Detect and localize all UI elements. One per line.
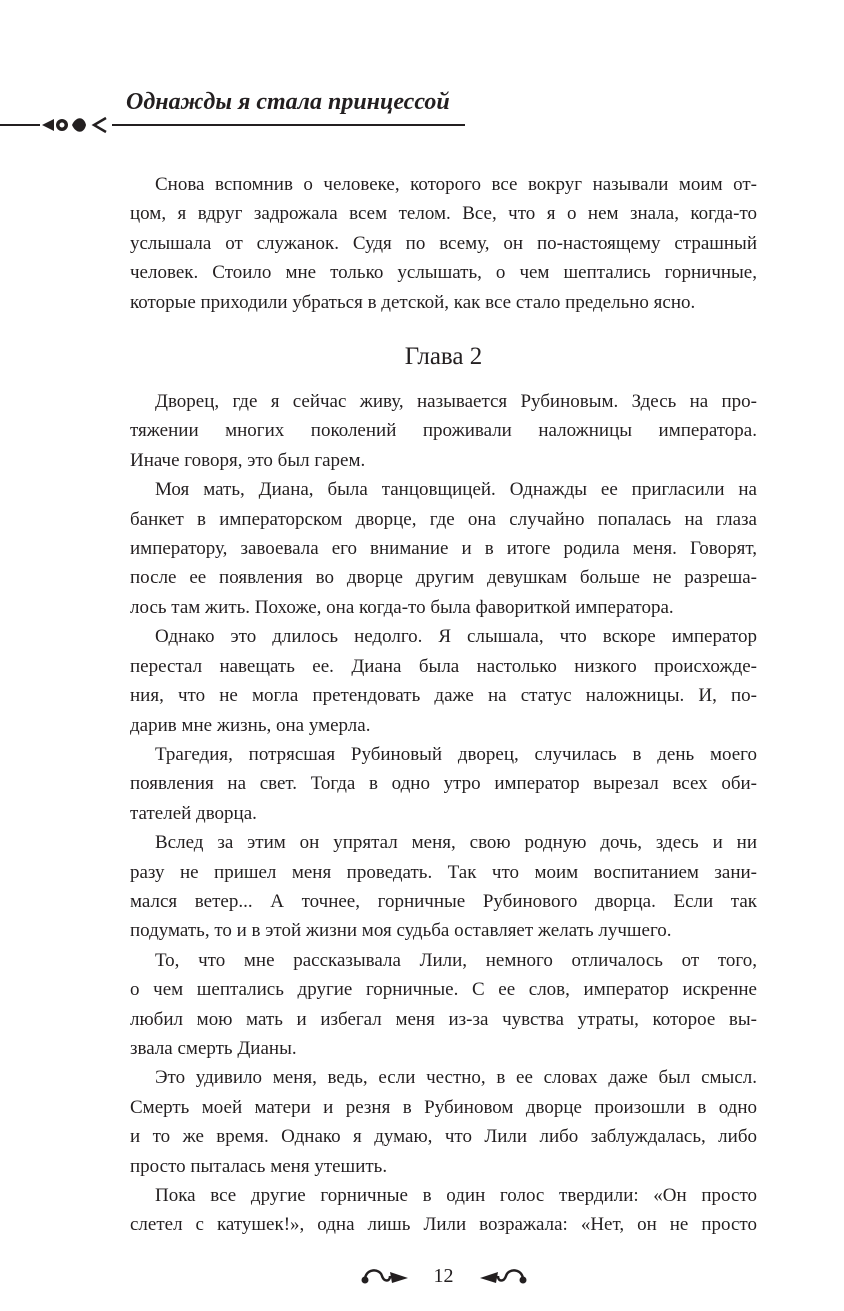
text-line: дарив мне жизнь, она умерла. — [130, 714, 371, 736]
running-header — [0, 78, 470, 138]
paragraph — [130, 170, 757, 317]
text-line: разу не пришел меня проведать. Так что моим воспитанием зани- — [130, 861, 757, 883]
text-line: тателей дворца. — [130, 802, 257, 824]
paragraph — [130, 1181, 757, 1240]
paragraph — [130, 387, 757, 475]
text-line: Пока все другие горничные в один голос твердили: «Он просто — [155, 1185, 757, 1206]
text-line: Вслед за этим он упрятал меня, свою родную дочь, здесь и ни — [155, 832, 757, 854]
text-line: услышала от служанок. Судя по всему, он по-настоящему страшный — [130, 232, 757, 254]
text-line: цом, я вдруг задрожала всем телом. Все, что я о нем знала, когда-то — [130, 203, 757, 225]
text-line: подумать, то и в этой жизни моя судьба оставляет желать лучшего. — [130, 920, 672, 942]
text-line: которые приходили убраться в детской, как все стало предельно ясно. — [130, 291, 696, 313]
text-line: мался ветер... А точнее, горничные Рубинового дворца. Если так — [130, 890, 757, 912]
text-line: ния, что не могла претендовать даже на статус наложницы. И, по- — [130, 685, 757, 707]
text-line: Иначе говоря, это был гарем. — [130, 449, 366, 471]
page-footer — [130, 1262, 757, 1290]
running-title: Однажды я стала принцессой — [120, 86, 456, 118]
text-line: о чем шептались другие горничные. С ее слов, император искренне — [130, 979, 757, 1001]
ornament-icon — [40, 114, 112, 136]
text-line: человек. Стоило мне только услышать, о чем шептались горничные, — [130, 262, 757, 284]
paragraph — [130, 946, 757, 1064]
page-number: 12 — [433, 1264, 454, 1287]
text-line: Смерть моей матери и резня в Рубиновом дворце произошли в одно — [130, 1096, 757, 1118]
text-line: Однако это длилось недолго. Я слышала, что вскоре император — [155, 626, 757, 648]
text-line: Дворец, где я сейчас живу, называется Рубиновым. Здесь на про- — [155, 391, 757, 413]
text-line: Трагедия, потрясшая Рубиновый дворец, случилась в день моего — [155, 743, 757, 765]
chapter-title: Глава 2 — [404, 343, 483, 371]
text-line: звала смерть Дианы. — [130, 1037, 297, 1059]
ornament-left-icon — [360, 1266, 410, 1286]
text-line: императору, завоевала его внимание и в итоге родила меня. Говорят, — [130, 538, 757, 560]
paragraph — [130, 475, 757, 622]
page-body — [130, 170, 757, 1290]
text-line: банкет в императорском дворце, где она случайно попалась на глаза — [130, 508, 757, 530]
text-line: просто пыталась меня утешить. — [130, 1155, 388, 1177]
text-line: слетел с катушек!», одна лишь Лили возражала: «Нет, он не просто — [130, 1214, 757, 1236]
text-line: Моя мать, Диана, была танцовщицей. Однажды ее пригласили на — [155, 479, 757, 501]
paragraph — [130, 740, 757, 828]
ornament-right-icon — [478, 1266, 528, 1286]
text-line: любил мою мать и избегал меня из-за чувства утраты, которое вы- — [130, 1008, 757, 1030]
section-after — [130, 387, 757, 1240]
paragraph — [130, 1063, 757, 1181]
section-before — [130, 170, 757, 317]
paragraph — [130, 828, 757, 946]
text-line: появления на свет. Тогда в одно утро император вырезал всех оби- — [130, 773, 757, 795]
text-line: лось там жить. Похоже, она когда-то была фавориткой императора. — [130, 596, 674, 618]
text-line: тяжении многих поколений проживали наложницы императора. — [130, 420, 757, 442]
text-line: после ее появления во дворце другим девушкам больше не разреша- — [130, 567, 757, 589]
text-line: То, что мне рассказывала Лили, немного отличалось от того, — [155, 949, 757, 971]
text-line: Это удивило меня, ведь, если честно, в ее словах даже был смысл. — [155, 1067, 757, 1089]
text-line: и то же время. Однако я думаю, что Лили либо заблуждалась, либо — [130, 1126, 757, 1148]
text-line: Снова вспомнив о человеке, которого все вокруг называли моим от- — [155, 174, 757, 195]
paragraph — [130, 622, 757, 740]
text-line: перестал навещать ее. Диана была настолько низкого происхожде- — [130, 655, 757, 677]
